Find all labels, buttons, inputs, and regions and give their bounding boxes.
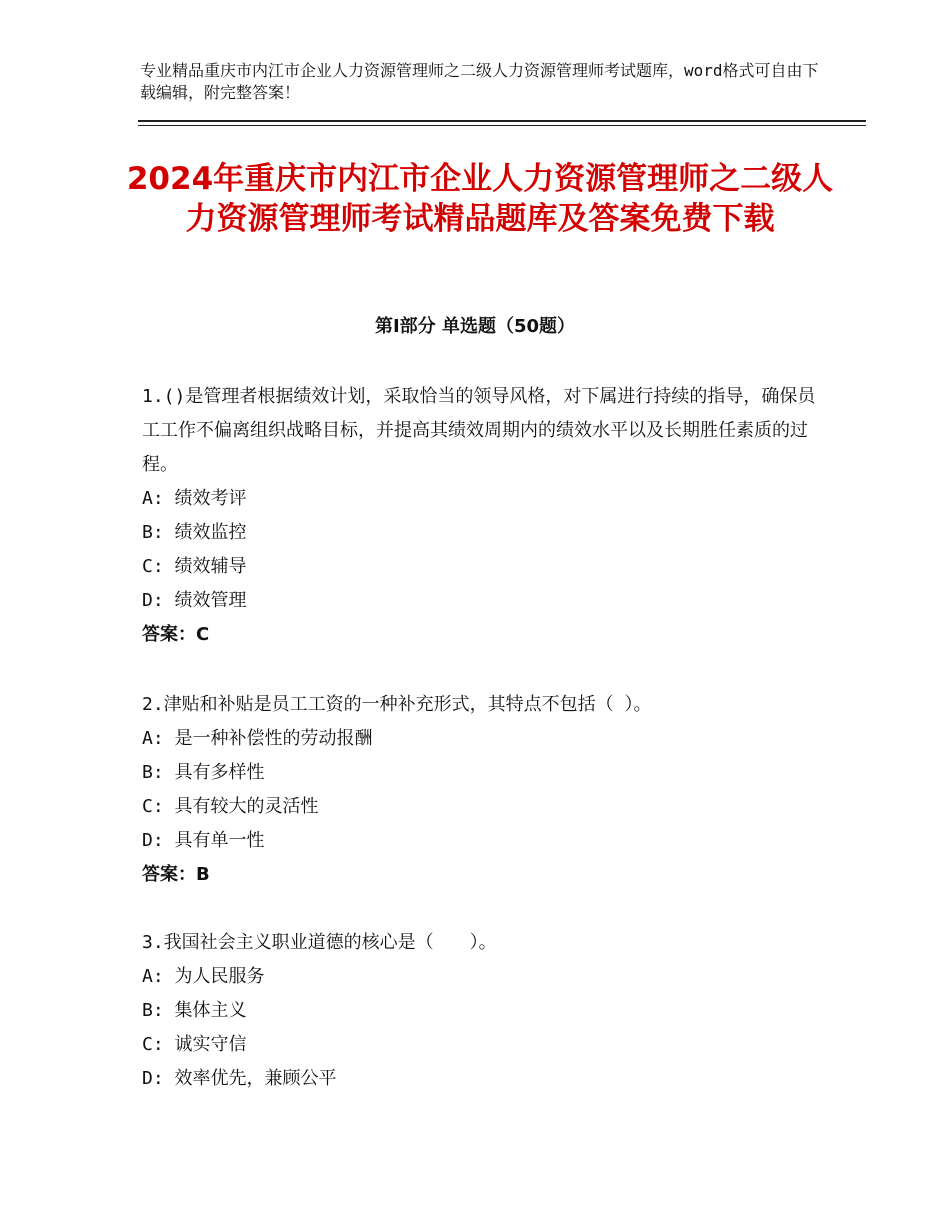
option-b: B: 绩效监控 xyxy=(142,522,247,543)
option-d: D: 绩效管理 xyxy=(142,590,247,611)
option-b: B: 具有多样性 xyxy=(142,762,265,783)
option-a: A: 绩效考评 xyxy=(142,488,247,509)
option-c: C: 具有较大的灵活性 xyxy=(142,796,319,817)
header-divider-thick xyxy=(138,120,866,122)
section-title: 第Ⅰ部分 单选题（50题） xyxy=(374,316,575,337)
option-c: C: 绩效辅导 xyxy=(142,556,247,577)
answer-line: 答案：B xyxy=(142,864,210,885)
question-stem: 2.津贴和补贴是员工工资的一种补充形式，其特点不包括（ ）。 xyxy=(142,694,652,715)
answer-line: 答案：C xyxy=(142,624,210,645)
question-2 xyxy=(142,688,822,892)
option-b: B: 集体主义 xyxy=(142,1000,247,1021)
option-d: D: 效率优先，兼顾公平 xyxy=(142,1068,337,1089)
option-a: A: 是一种补偿性的劳动报酬 xyxy=(142,728,373,749)
option-a: A: 为人民服务 xyxy=(142,966,265,987)
document-title: 2024年重庆市内江市企业人力资源管理师之二级人力资源管理师考试精品题库及答案免费下载 xyxy=(126,161,834,237)
question-1 xyxy=(142,380,822,652)
question-stem: 1.()是管理者根据绩效计划，采取恰当的领导风格，对下属进行持续的指导，确保员工工作不偏离组织战略目标，并提高其绩效周期内的绩效水平以及长期胜任素质的过程。 xyxy=(142,386,816,475)
option-c: C: 诚实守信 xyxy=(142,1034,247,1055)
header-note: 专业精品重庆市内江市企业人力资源管理师之二级人力资源管理师考试题库，word格式可自由下载编辑，附完整答案！ xyxy=(140,61,819,102)
header-divider-thin xyxy=(138,125,866,126)
question-3 xyxy=(142,926,822,1096)
option-d: D: 具有单一性 xyxy=(142,830,265,851)
question-stem: 3.我国社会主义职业道德的核心是（ ）。 xyxy=(142,932,497,953)
